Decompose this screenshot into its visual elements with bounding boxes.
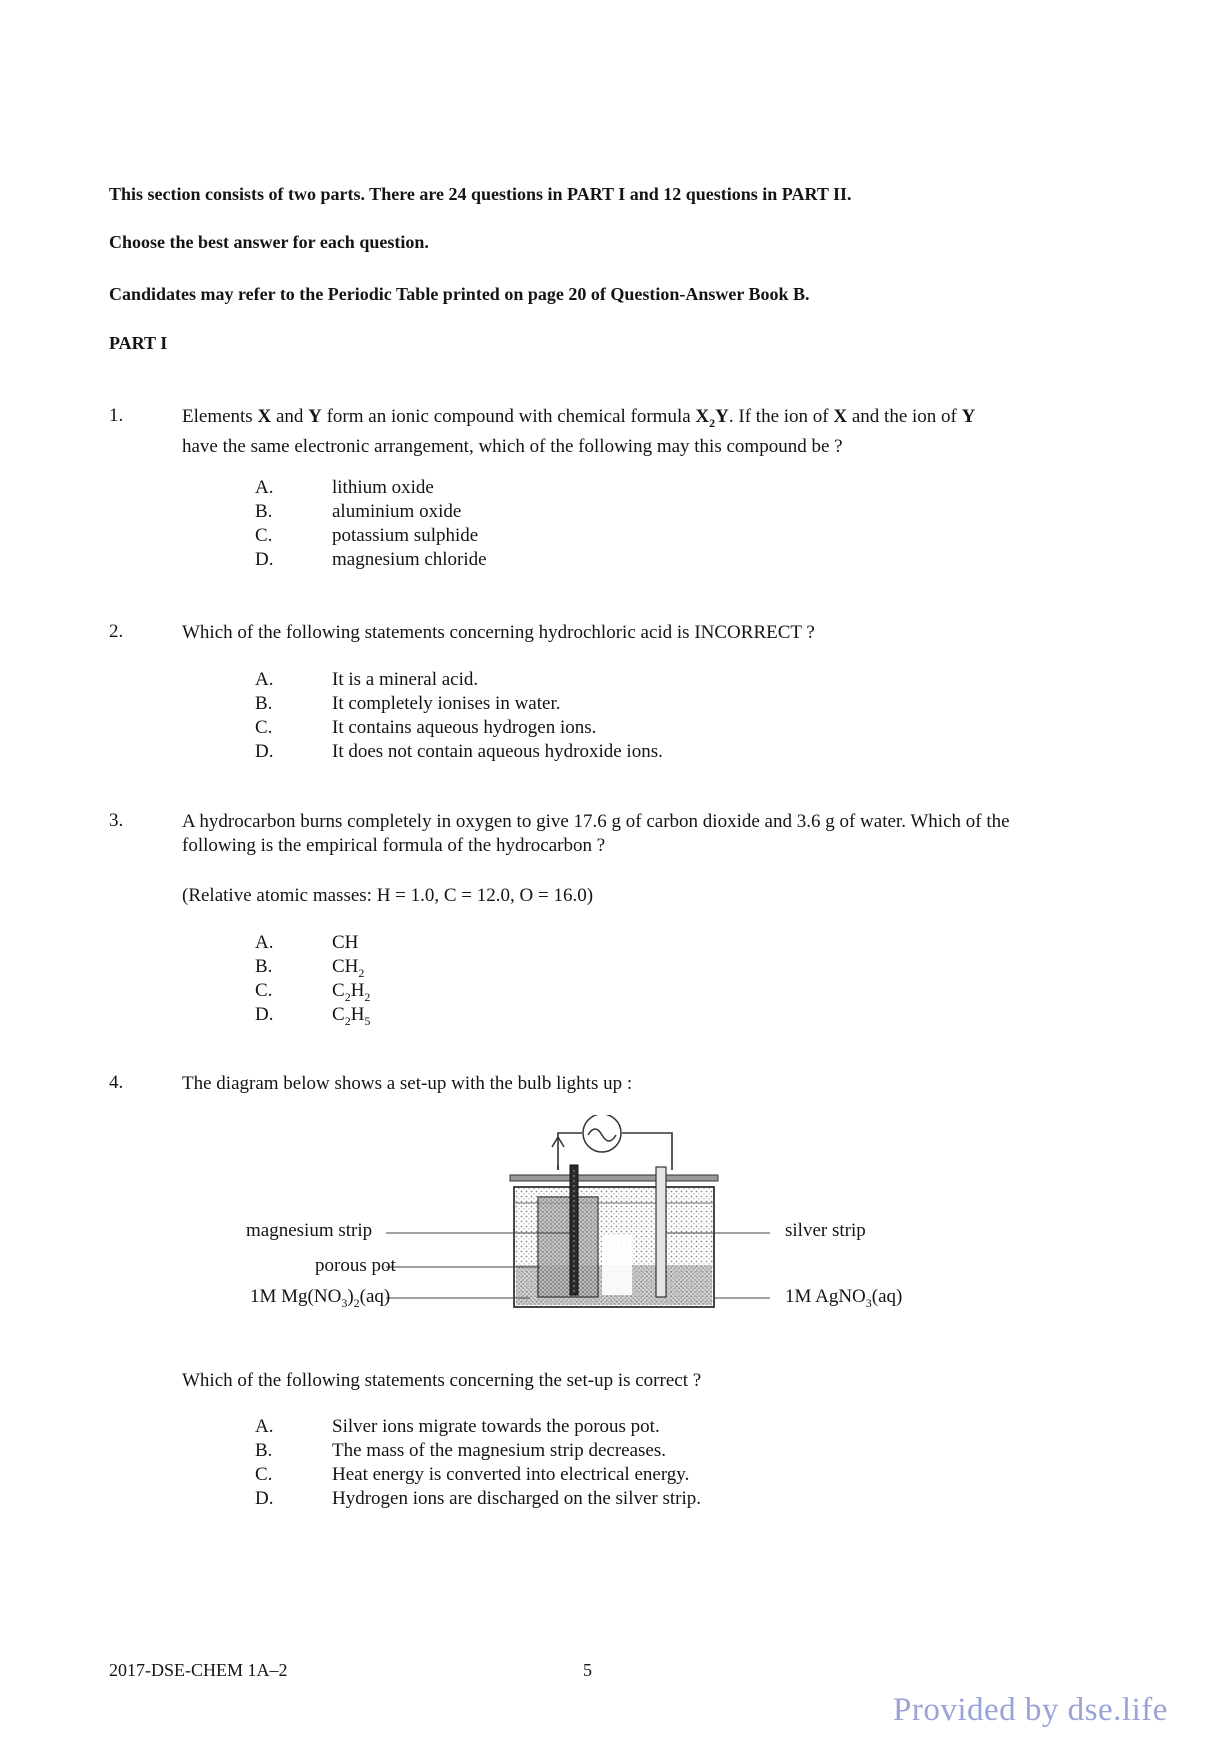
option-c[interactable]: C. $C_2H_2$ <box>255 980 371 1004</box>
question-3-relative-masses: (Relative atomic masses: H = 1.0, C = 12.0, O = 16.0) <box>182 885 594 906</box>
q1-text: . If the ion of <box>728 406 834 427</box>
question-1-number: 1. <box>109 405 124 426</box>
option-d[interactable]: D. It does not contain aqueous hydroxide ions. <box>255 741 663 762</box>
beaker-lid <box>510 1175 718 1181</box>
question-1-line-1 <box>182 405 1087 435</box>
option-a[interactable]: A. It is a mineral acid. <box>255 669 479 690</box>
instruction-sections: This section consists of two parts. There are 24 questions in PART I and 12 questions in PART II. <box>109 184 852 204</box>
question-3-number: 3. <box>109 810 124 831</box>
option-d[interactable]: D. magnesium chloride <box>255 549 487 570</box>
question-3-text: A hydrocarbon burns completely in oxygen to give 17.6 g of carbon dioxide and 3.6 g of water. Which of the following is the empirical formula of the hydrocarbon ? <box>182 811 1010 856</box>
footer-page-number: 5 <box>583 1660 592 1680</box>
q1-text: Elements <box>182 406 258 427</box>
question-4-options <box>255 1415 701 1511</box>
q1-text: form an ionic compound with chemical formula <box>321 406 696 427</box>
option-a[interactable]: A. lithium oxide <box>255 477 434 498</box>
q1-formula: $X_2Y$ <box>695 406 729 430</box>
q1-element-x: X <box>833 406 848 427</box>
option-b[interactable]: B. It completely ionises in water. <box>255 693 561 714</box>
question-3-options <box>255 931 370 1027</box>
option-d[interactable]: D. Hydrogen ions are discharged on the silver strip. <box>255 1488 702 1509</box>
footer-exam-code: 2017-DSE-CHEM 1A–2 <box>109 1660 288 1680</box>
option-c[interactable]: C. potassium sulphide <box>255 525 479 546</box>
instruction-periodic-table: Candidates may refer to the Periodic Table printed on page 20 of Question-Answer Book B. <box>109 284 810 304</box>
question-1-text <box>182 405 1087 459</box>
question-4-prompt: Which of the following statements concerning the set-up is correct ? <box>182 1370 702 1391</box>
watermark[interactable]: Provided by dse.life <box>893 1692 1168 1728</box>
question-2-text: Which of the following statements concerning hydrochloric acid is INCORRECT ? <box>182 622 815 643</box>
question-1-options <box>255 476 487 572</box>
instruction-choose: Choose the best answer for each question. <box>109 232 429 252</box>
q1-element-y: Y <box>308 406 322 427</box>
option-a[interactable]: A. Silver ions migrate towards the porous pot. <box>255 1416 660 1437</box>
question-2-options <box>255 668 663 764</box>
option-d[interactable]: D. $C_2H_5$ <box>255 1004 371 1028</box>
cell-diagram <box>230 1115 950 1355</box>
magnesium-strip <box>570 1165 578 1295</box>
option-c[interactable]: C. It contains aqueous hydrogen ions. <box>255 717 597 738</box>
question-4-number: 4. <box>109 1072 124 1093</box>
q1-element-y: Y <box>961 406 976 427</box>
bulb-icon <box>583 1115 621 1152</box>
q1-element-x: X <box>257 406 272 427</box>
label-silver-nitrate-solution: 1M AgNO$_3$(aq) <box>785 1286 903 1310</box>
silver-strip <box>656 1167 666 1297</box>
option-a[interactable]: A. CH <box>255 932 359 953</box>
label-silver-strip: silver strip <box>785 1220 866 1241</box>
label-mg-nitrate-solution: 1M $Mg(NO_3)_2(aq)$ <box>250 1286 391 1310</box>
option-c[interactable]: C. Heat energy is converted into electrical energy. <box>255 1464 690 1485</box>
option-b[interactable]: B. The mass of the magnesium strip decreases. <box>255 1440 666 1461</box>
q1-text: and <box>271 406 309 427</box>
question-1-line-2: have the same electronic arrangement, which of the following may this compound be ? <box>182 435 843 457</box>
q1-text: and the ion of <box>847 406 962 427</box>
label-porous-pot: porous pot <box>315 1255 396 1276</box>
question-4-text: The diagram below shows a set-up with the bulb lights up : <box>182 1073 633 1094</box>
label-magnesium-strip: magnesium strip <box>246 1220 373 1241</box>
option-b[interactable]: B. $CH_2$ <box>255 956 365 980</box>
part-heading: PART I <box>109 333 168 353</box>
question-2-number: 2. <box>109 621 124 642</box>
option-b[interactable]: B. aluminium oxide <box>255 501 462 522</box>
